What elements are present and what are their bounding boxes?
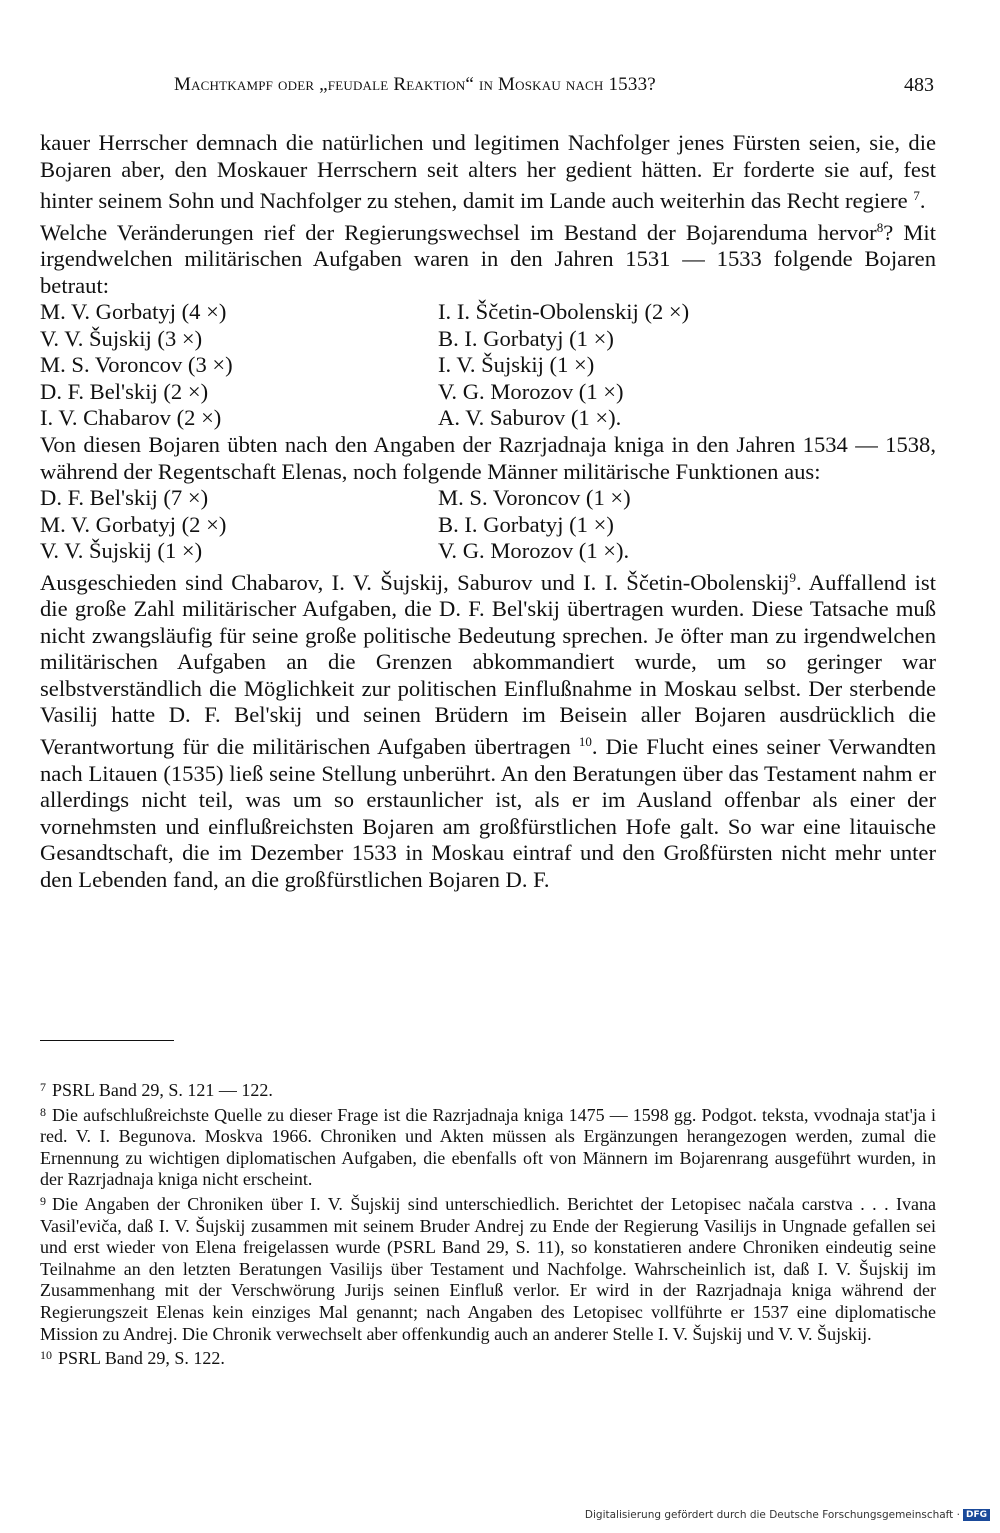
footnote <box>40 1345 936 1370</box>
list-item: M. V. Gorbatyj (4 ×) <box>40 299 227 325</box>
list-item: M. S. Voroncov (3 ×) <box>40 352 233 378</box>
footnote-divider <box>40 1040 174 1041</box>
footnote-text: PSRL Band 29, S. 122. <box>58 1348 225 1369</box>
footnote <box>40 1191 936 1345</box>
list-item: I. V. Chabarov (2 ×) <box>40 405 222 431</box>
footnote-number: 8 <box>40 1104 46 1119</box>
list-item: M. V. Gorbatyj (2 ×) <box>40 511 227 537</box>
footnote-text: Die aufschlußreichste Quelle zu dieser Frage ist die Razrjadnaja kniga 1475 — 1598 gg. Podgot. teksta, vvodnaja stat'ja i red. V. I. Begunova. Moskva 1966. Chroniken und Akten müssen als Ergänzungen herangezogen werden, zumal die Ernennung zu wichtigen diplomatischen Aufgaben, die ebenfalls oft von Männern im Bojarenrang ausgeführt wurden, in der Razrjadnaja kniga nicht erscheint. <box>40 1104 936 1190</box>
list-item: A. V. Saburov (1 ×). <box>438 405 622 431</box>
list-item: D. F. Bel'skij (7 ×) <box>40 485 209 511</box>
footnote-number: 9 <box>40 1193 46 1208</box>
list-item: I. V. Šujskij (1 ×) <box>438 352 595 378</box>
paragraph <box>40 565 936 894</box>
paragraph-text: kauer Herrscher demnach die natürlichen und legitimen Nachfolger jenes Fürsten seien, sie, die Bojaren aber, den Moskauer Herrschern seit alters her gedient hätten. Er forderte sie auf, fest hinter seinem Sohn und Nachfolger zu stehen, damit im Lande auch weiterhin das Recht regiere <box>40 130 936 214</box>
footnote-ref[interactable]: 9 <box>789 569 796 585</box>
list-item: B. I. Gorbatyj (1 ×) <box>438 511 614 537</box>
footnote-ref[interactable]: 7 <box>913 188 920 204</box>
running-head <box>40 74 934 104</box>
paragraph <box>40 215 936 300</box>
footnotes <box>40 1077 936 1370</box>
paragraph: Von diesen Bojaren übten nach den Angaben der Razrjadnaja kniga in den Jahren 1534 — 1538, während der Regentschaft Elenas, noch folgende Männer militärische Funktionen aus: <box>40 432 936 484</box>
paragraph-text: Welche Veränderungen rief der Regierungswechsel im Bestand der Bojarenduma hervor <box>40 219 877 245</box>
list-item: V. V. Šujskij (1 ×) <box>40 538 203 564</box>
paragraph-text: . <box>919 188 926 214</box>
body-text <box>40 130 936 893</box>
paragraph-text: ? Mit irgendwelchen militärischen Aufgaben waren in den Jahren 1531 — 1533 folgende Bojaren betraut: <box>40 219 936 298</box>
list-item: V. V. Šujskij (3 ×) <box>40 325 203 351</box>
footnote <box>40 1077 936 1102</box>
paragraph-text: . Auffallend ist die große Zahl militärischer Aufgaben, die D. F. Bel'skij übertragen wurden. Diese Tatsache muß nicht zwangsläufig für seine große politische Bedeutung sprechen. Je öfter man zu irgendwelchen militärischen Aufgaben an die Grenzen abkommandiert wurde, um so geringer war selbstverständlich die Möglichkeit zur politischen Einflußnahme in Moskau selbst. Der sterbende Vasilij hatte D. F. Bel'skij und seinen Brüdern im Beisein aller Bojaren ausdrücklich die Verantwortung für die militärischen Aufgaben übertragen <box>40 569 936 760</box>
credit-text: Digitalisierung gefördert durch die Deutsche Forschungsgemeinschaft · <box>584 1509 960 1521</box>
list-item: I. I. Ščetin-Obolenskij (2 ×) <box>438 299 690 325</box>
digitization-credit <box>585 1509 990 1521</box>
paragraph-text: . Die Flucht eines seiner Verwandten nach Litauen (1535) ließ seine Stellung unberührt. An den Beratungen über das Testament nahm er allerdings nicht teil, was um so erstaunlicher ist, als er im Ausland offenbar als einer der vornehmsten und einflußreichsten Bojaren am großfürstlichen Hofe galt. So war eine litauische Gesandtschaft, die im Dezember 1533 in Moskau eintraf und den Großfürsten nicht mehr unter den Lebenden fand, an die großfürstlichen Bojaren D. F. <box>40 734 936 892</box>
footnote-text: Die Angaben der Chroniken über I. V. Šujskij sind unterschiedlich. Berichtet der Letopisec načala carstva . . . Ivana Vasil'eviča, daß I. V. Šujskij zusammen mit seinem Bruder Andrej zu Ende der Regierung Vasilijs in Ungnade gefallen sei und erst wieder von Elena freigelassen wurde (PSRL Band 29, S. 11), so konstatieren andere Chroniken eindeutig seine Teilnahme an den letzten Beratungen Vasilijs über Testament und Nachfolge. Wahrscheinlich ist, daß I. V. Šujskij im Zusammenhang mit der Verschwörung Jurijs seinen Einfluß verlor. Er wird in der Razrjadnaja kniga während der Regierungszeit Elenas kein einziges Mal genannt; nach Angaben des Letopisec vollführte er 1537 eine diplomatische Mission zu Andrej. Die Chronik verwechselt aber offenkundig auch an anderer Stelle I. V. Šujskij und V. V. Šujskij. <box>40 1193 936 1344</box>
footnote <box>40 1102 936 1191</box>
dfg-logo: DFG <box>963 1509 990 1521</box>
paragraph <box>40 130 936 215</box>
paragraph-text: Ausgeschieden sind Chabarov, I. V. Šujskij, Saburov und I. I. Ščetin-Obolenskij <box>40 569 790 595</box>
page-number: 483 <box>904 74 934 96</box>
list-item: B. I. Gorbatyj (1 ×) <box>438 325 614 351</box>
list-item: M. S. Voroncov (1 ×) <box>438 485 631 511</box>
list-item: V. G. Morozov (1 ×). <box>438 538 630 564</box>
footnote-ref[interactable]: 8 <box>876 219 884 235</box>
running-title: Machtkampf oder „feudale Reaktion“ in Moskau nach 1533? <box>174 74 656 95</box>
boyar-list-1531-1533 <box>40 299 936 432</box>
footnote-number: 10 <box>40 1348 52 1363</box>
footnote-text: PSRL Band 29, S. 121 — 122. <box>52 1080 273 1100</box>
boyar-list-1534-1538 <box>40 485 936 565</box>
footnote-ref[interactable]: 10 <box>578 734 592 750</box>
list-item: V. G. Morozov (1 ×) <box>438 378 624 404</box>
footnote-number: 7 <box>40 1080 46 1094</box>
list-item: D. F. Bel'skij (2 ×) <box>40 378 209 404</box>
